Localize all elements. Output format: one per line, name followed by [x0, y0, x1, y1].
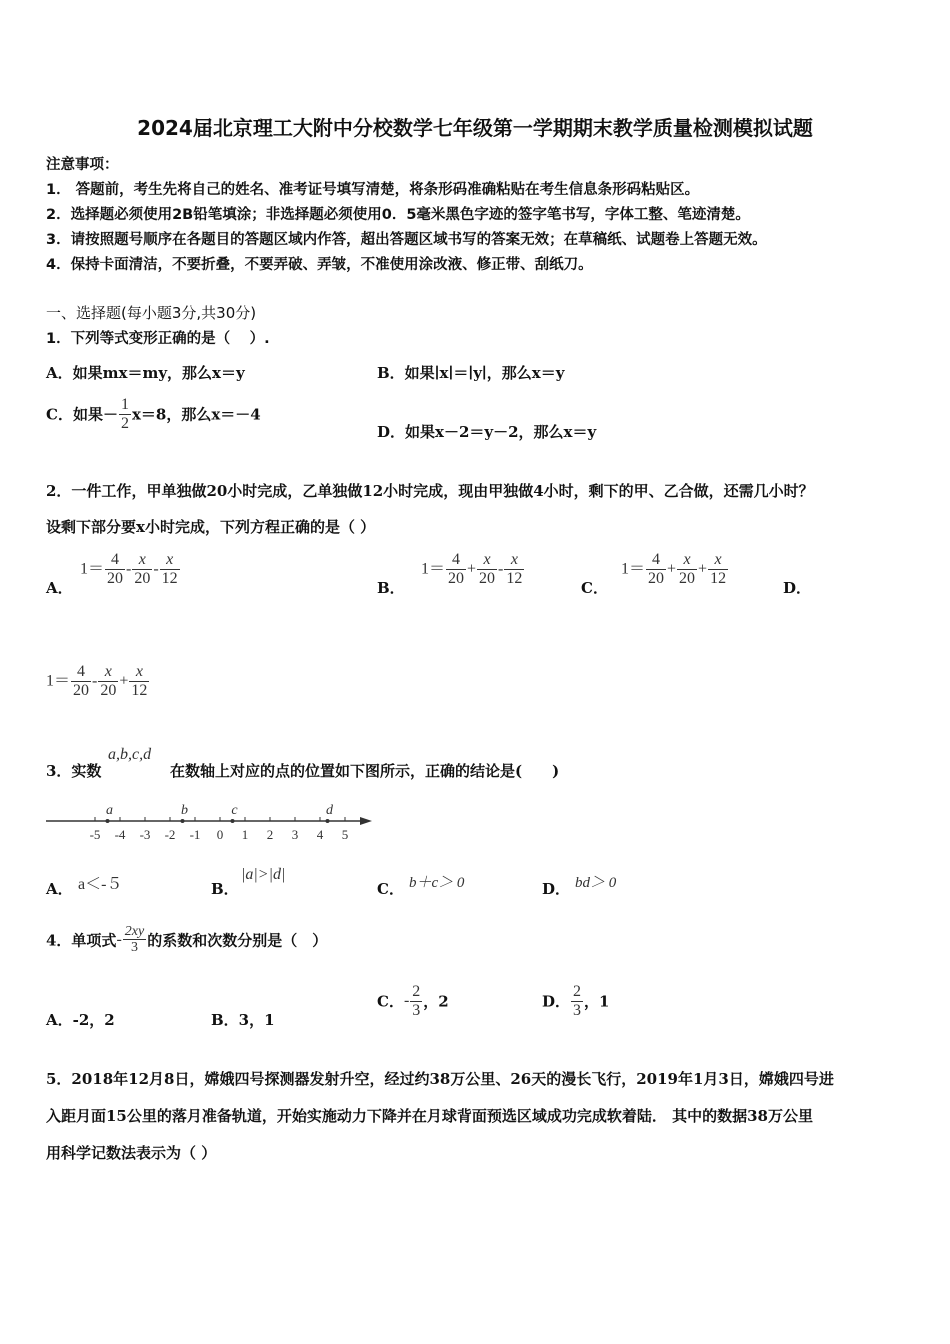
q2-option-d-label: D． — [783, 579, 812, 597]
q2-option-b-equation: 1＝ $\frac{4}{20}$ + $\frac{x}{20}$ - $\frac{x}{12}$ — [421, 551, 523, 587]
q1-option-b: B．如果∣x∣＝∣y∣，那么x＝y — [377, 364, 565, 382]
number-line-tick-label: 5 — [341, 827, 349, 842]
q3-variables: a,b,c,d — [108, 746, 152, 763]
question-5-line2: 入距月面15公里的落月准备轨道，开始实施动力下降并在月球背面预选区域成功完成软着陆． 其中的数据38万公里 — [46, 1107, 813, 1125]
q4-option-c: C．- $\frac{2}{3}$ ，2 — [377, 983, 449, 1019]
notice-item: 4．保持卡面清洁，不要折叠，不要弄破、弄皱，不准使用涂改液、修正带、刮纸刀。 — [46, 257, 593, 273]
number-line-figure — [44, 798, 376, 848]
q1-option-a: A．如果mx＝my，那么x＝y — [46, 364, 245, 382]
number-line-tick-label: 2 — [266, 827, 274, 842]
q4-option-d: D． $\frac{2}{3}$ ，1 — [542, 983, 610, 1019]
q1-option-d: D．如果x－2＝y－2，那么x＝y — [377, 423, 597, 441]
number-line-point-label: a — [106, 803, 113, 818]
number-line-point-label: d — [326, 803, 333, 818]
question-5-line3: 用科学记数法表示为（ ） — [46, 1144, 217, 1162]
q3-option-b-label: B． — [211, 880, 239, 898]
notice-item: 3．请按照题号顺序在各题目的答题区域内作答，超出答题区域书写的答案无效；在草稿纸、试题卷上答题无效。 — [46, 232, 767, 248]
question-3-stem: 在数轴上对应的点的位置如下图所示，正确的结论是( ) — [170, 762, 560, 780]
notice-item: 2．选择题必须使用2B铅笔填涂；非选择题必须使用0．5毫米黑色字迹的签字笔书写，字体工整、笔迹清楚。 — [46, 207, 750, 223]
question-3-number: 3．实数 — [46, 762, 102, 780]
q1-option-c: C．如果－ $\frac{1}{2}$ x＝8，那么x＝－4 — [46, 396, 261, 432]
number-line-tick-label: -2 — [164, 827, 176, 842]
notice-heading: 注意事项： — [46, 157, 119, 173]
number-line-point-b — [181, 819, 185, 823]
number-line-point-a — [106, 819, 110, 823]
q2-option-b-label: B． — [377, 579, 405, 597]
q3-option-a: a＜-５ — [78, 876, 123, 893]
q3-option-c: b＋c＞ 0 — [409, 875, 465, 891]
q4-option-b: B．3，1 — [211, 1011, 275, 1029]
number-line-tick-label: -4 — [114, 827, 126, 842]
number-line-arrow — [360, 817, 372, 825]
q2-option-d-equation: 1＝ $\frac{4}{20}$ - $\frac{x}{20}$ + $\frac{x}{12}$ — [46, 663, 148, 699]
question-4-stem: 4．单项式- $\frac{2xy}{3}$ 的系数和次数分别是（ ） — [46, 924, 328, 956]
number-line-point-label: b — [181, 803, 188, 818]
notice-item: 1． 答题前，考生先将自己的姓名、准考证号填写清楚，将条形码准确粘贴在考生信息条形码粘贴区。 — [46, 182, 700, 198]
question-1-stem: 1．下列等式变形正确的是（ ）. — [46, 331, 270, 347]
number-line-point-d — [326, 819, 330, 823]
q3-option-a-label: A． — [46, 880, 73, 898]
q3-option-d-label: D． — [542, 880, 571, 898]
question-5-line1: 5．2018年12月8日，嫦娥四号探测器发射升空，经过约38万公里、26天的漫长飞行，2019年1月3日，嫦娥四号进 — [46, 1070, 834, 1088]
q4-option-a: A．-2，2 — [46, 1011, 115, 1029]
question-2-stem-line2: 设剩下部分要x小时完成，下列方程正确的是（ ） — [46, 518, 376, 536]
q2-option-a-equation: 1＝ $\frac{4}{20}$ - $\frac{x}{20}$ - $\frac{x}{12}$ — [80, 551, 178, 587]
number-line-tick-label: 4 — [316, 827, 324, 842]
number-line-tick-label: -1 — [189, 827, 201, 842]
q3-option-b: |a|>|d| — [241, 866, 286, 883]
number-line-point-c — [231, 819, 235, 823]
q2-option-c-equation: 1＝ $\frac{4}{20}$ + $\frac{x}{20}$ + $\frac{x}{12}$ — [621, 551, 727, 587]
question-2-stem: 2．一件工作，甲单独做20小时完成，乙单独做12小时完成，现由甲独做4小时，剩下的甲、乙合做，还需几小时？ — [46, 482, 814, 500]
number-line-tick-label: 1 — [241, 827, 249, 842]
q2-option-a-label: A． — [46, 579, 73, 597]
fraction: $\frac{1}{2}$ — [120, 396, 129, 432]
number-line-tick-label: -3 — [139, 827, 151, 842]
number-line-tick-label: -5 — [89, 827, 101, 842]
q2-option-c-label: C． — [581, 579, 608, 597]
page-title: 2024届北京理工大附中分校数学七年级第一学期期末教学质量检测模拟试题 — [137, 116, 813, 140]
q3-option-d: bd＞ 0 — [575, 875, 617, 891]
number-line-point-label: c — [231, 803, 238, 818]
number-line-tick-label: 3 — [291, 827, 299, 842]
number-line-tick-label: 0 — [216, 827, 224, 842]
section-heading: 一、选择题(每小题3分,共30分) — [46, 304, 257, 322]
q3-option-c-label: C． — [377, 880, 404, 898]
